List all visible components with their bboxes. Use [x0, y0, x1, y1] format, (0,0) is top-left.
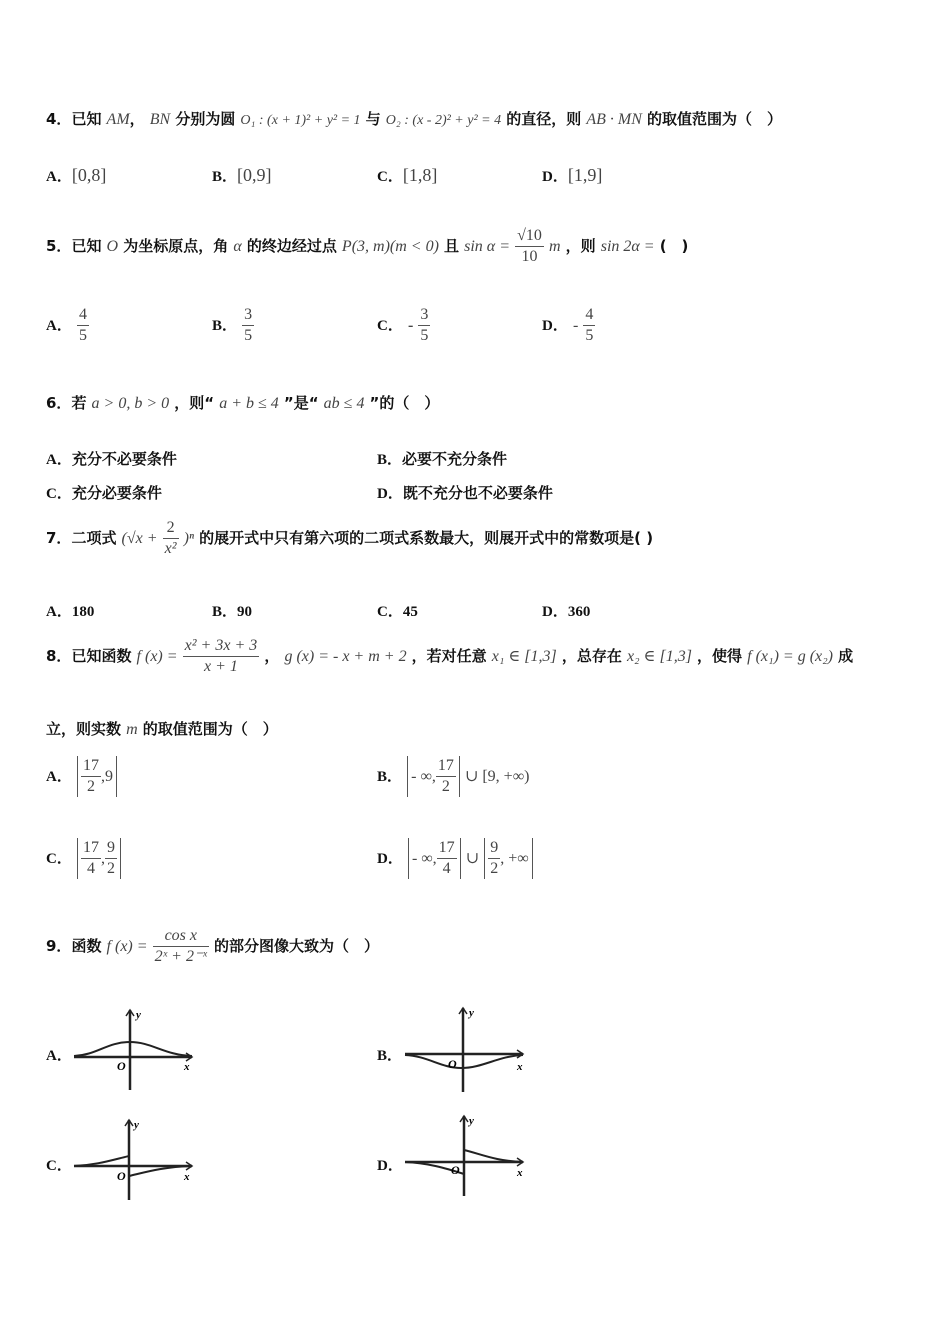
- q7-stem: 7．二项式 (√x + $\frac{2}{\text{x²}}$ )ⁿ 的展开式中只有第六项的二项式系数最大，则展开式中的常数项是( ): [46, 519, 654, 557]
- q7-fraction: $\frac{2}{\text{x²}}$: [164, 519, 177, 557]
- q9-graph-d[interactable]: [403, 1110, 533, 1200]
- q9-graph-c[interactable]: [72, 1114, 202, 1204]
- q8-option-c[interactable]: C． $\frac{17}{4}$ , $\frac{9}{2}$: [46, 838, 121, 879]
- q9-graph-c-x-label: x: [184, 1171, 190, 1183]
- q9-stem: 9．函数 f (x) = $\frac{\text{cos x}}{\text{2ˣ + 2⁻ˣ}}$ 的部分图像大致为（ ）: [46, 927, 380, 965]
- q4-option-b[interactable]: B．[0,9]: [212, 165, 272, 185]
- q9-graph-b-origin: O: [448, 1057, 457, 1071]
- q8-option-b[interactable]: B． - ∞, $\frac{17}{2}$ ∪ [9, +∞): [377, 757, 530, 795]
- q5-option-d[interactable]: D． - $\frac{4}{5}$: [542, 306, 594, 344]
- q6-option-d[interactable]: D．既不充分也不必要条件: [377, 484, 553, 502]
- q4-option-c[interactable]: C．[1,8]: [377, 165, 438, 185]
- q9-graph-a[interactable]: [72, 1004, 202, 1094]
- q5-sin-fraction: $\frac{√10}{10}$: [517, 227, 542, 265]
- q9-graph-c-origin: O: [117, 1169, 126, 1183]
- q9-graph-b-x-label: x: [517, 1061, 523, 1073]
- q4-option-a[interactable]: A．[0,8]: [46, 165, 107, 185]
- q9-graph-c-y-label: y: [134, 1119, 139, 1131]
- q9-option-a[interactable]: A．: [46, 1048, 72, 1064]
- q4-stem: 4．已知 AM， BN 分别为圆 O₁ : (x + 1)² + y² = 1 与 O₂ : (x - 2)² + y² = 4 的直径，则 AB · MN 的取值范围为（ ）: [46, 110, 782, 128]
- q7-option-b[interactable]: B．90: [212, 604, 253, 620]
- q8-option-d[interactable]: D． - ∞, $\frac{17}{4}$ ∪ $\frac{9}{2}$ , +∞: [377, 838, 533, 879]
- q8-stem-line1: 8．已知函数 f (x) = $\frac{\text{x² + 3x + 3}}{x + 1}$ ， g (x) = - x + m + 2 ，若对任意 x₁ ∈ [1,3] ，总存在 x₂ ∈ [1,3] ，使得 f (x₁) = g (x₂) 成: [46, 637, 854, 675]
- q7-option-c[interactable]: C．45: [377, 604, 418, 620]
- q5-stem: 5．已知 O 为坐标原点，角 α 的终边经过点 P(3, m)(m < 0) 且 sin α = $\frac{√10}{10}$ m ，则 sin 2α = ( ): [46, 227, 689, 265]
- q9-option-b[interactable]: B．: [377, 1048, 403, 1064]
- q5-option-b[interactable]: B． $\frac{3}{5}$: [212, 306, 253, 344]
- q8-option-a[interactable]: A． $\frac{17}{2}$ ,9: [46, 756, 117, 797]
- q9-graph-d-origin: O: [451, 1163, 460, 1177]
- q9-graph-a-x-label: x: [184, 1061, 190, 1073]
- q9-graph-a-y-label: y: [136, 1009, 141, 1021]
- q8-stem-line2: 立，则实数 m 的取值范围为（ ）: [46, 720, 278, 738]
- q9-graph-a-origin: O: [117, 1059, 126, 1073]
- q9-graph-b[interactable]: [403, 1002, 533, 1096]
- q6-option-c[interactable]: C．充分必要条件: [46, 484, 162, 502]
- q9-option-d[interactable]: D．: [377, 1158, 403, 1174]
- q9-graph-d-y-label: y: [469, 1115, 474, 1127]
- q9-f-fraction: $\frac{\text{cos x}}{\text{2ˣ + 2⁻ˣ}}$: [154, 927, 207, 965]
- q4-option-d[interactable]: D．[1,9]: [542, 165, 603, 185]
- q7-option-a[interactable]: A．180: [46, 604, 95, 620]
- q6-stem: 6．若 a > 0, b > 0 ，则“ a + b ≤ 4 ”是“ ab ≤ 4 ”的（ ）: [46, 394, 440, 412]
- q8-f-fraction: $\frac{\text{x² + 3x + 3}}{x + 1}$: [184, 637, 258, 675]
- q6-option-a[interactable]: A．充分不必要条件: [46, 450, 177, 468]
- q9-graph-b-y-label: y: [469, 1007, 474, 1019]
- q5-option-c[interactable]: C． - $\frac{3}{5}$: [377, 306, 429, 344]
- q6-option-b[interactable]: B．必要不充分条件: [377, 450, 508, 468]
- q9-graph-d-x-label: x: [517, 1167, 523, 1179]
- q9-option-c[interactable]: C．: [46, 1158, 72, 1174]
- q7-option-d[interactable]: D．360: [542, 604, 591, 620]
- q5-option-a[interactable]: A． $\frac{4}{5}$: [46, 306, 87, 344]
